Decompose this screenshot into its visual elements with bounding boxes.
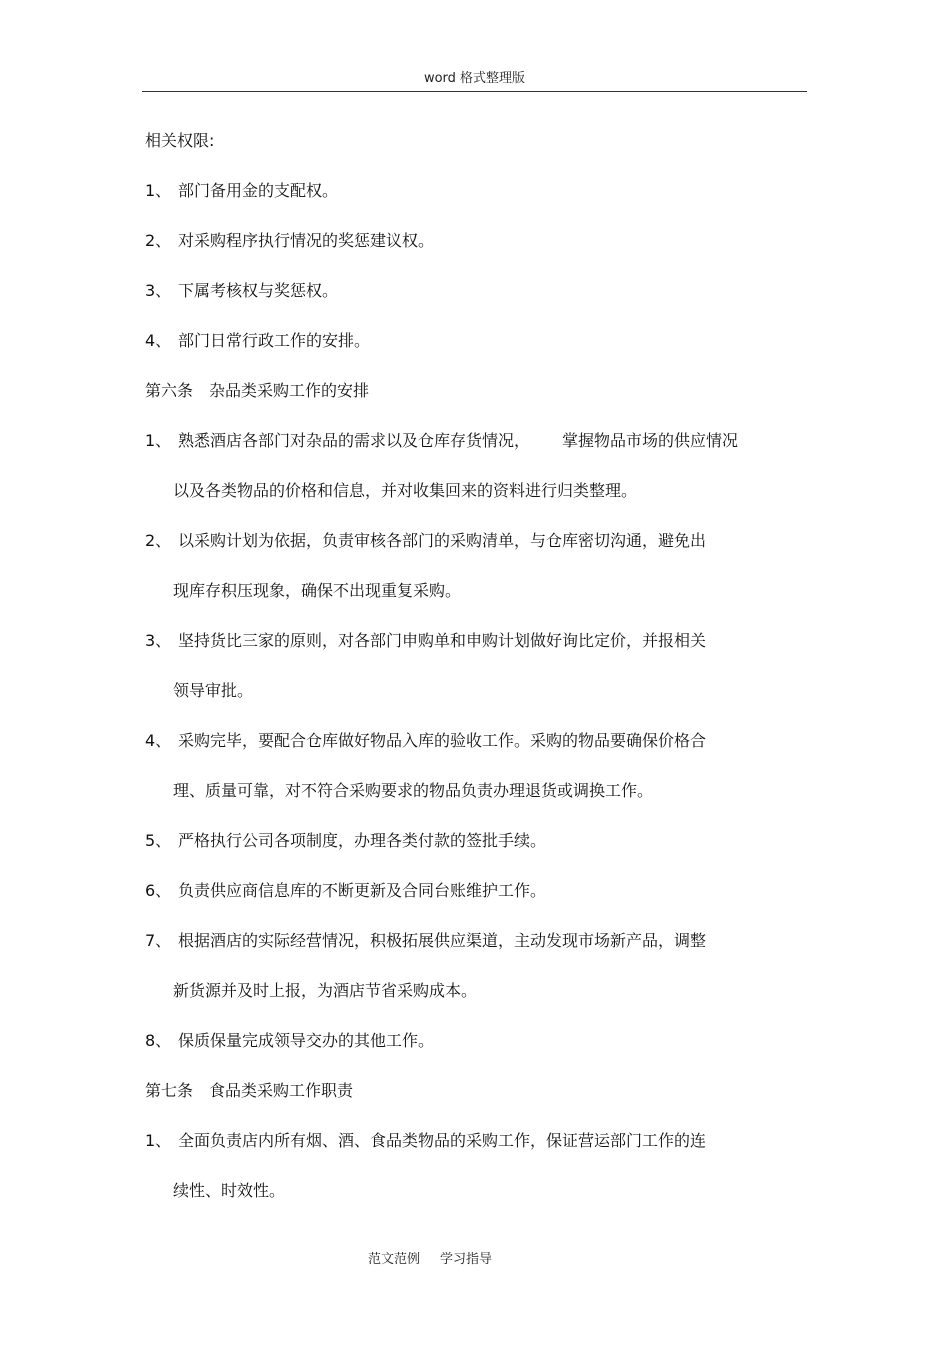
list-text: 全面负责店内所有烟、酒、食品类物品的采购工作，保证营运部门工作的连: [178, 1131, 707, 1150]
list-number: 7、: [145, 931, 172, 950]
list-item-continuation: 领导审批。: [173, 681, 254, 700]
list-item: [145, 431, 738, 451]
list-item: [145, 881, 546, 901]
list-text: 以采购计划为依据，负责审核各部门的采购清单，与仓库密切沟通，避免出: [178, 531, 707, 550]
list-number: 4、: [145, 731, 172, 750]
list-text: 采购完毕，要配合仓库做好物品入库的验收工作。采购的物品要确保价格合: [178, 731, 707, 750]
list-item: [145, 731, 706, 751]
page-footer: [0, 1251, 860, 1269]
header-title: word 格式整理版: [423, 71, 526, 86]
list-text: 对采购程序执行情况的奖惩建议权。: [178, 231, 435, 250]
list-number: 2、: [145, 531, 172, 550]
list-text: 坚持货比三家的原则，对各部门申购单和申购计划做好询比定价，并报相关: [178, 631, 707, 650]
list-text: 熟悉酒店各部门对杂品的需求以及仓库存货情况，: [178, 431, 531, 450]
list-item-continuation: 续性、时效性。: [173, 1181, 286, 1200]
list-item: [145, 231, 434, 251]
list-number: 8、: [145, 1031, 172, 1050]
article-title: 杂品类采购工作的安排: [209, 381, 370, 400]
article-number: 第六条: [145, 381, 194, 400]
list-text: 部门日常行政工作的安排。: [178, 331, 371, 350]
list-item: [145, 281, 338, 301]
section-heading: 相关权限:: [145, 131, 215, 150]
list-number: 5、: [145, 831, 172, 850]
list-text: 部门备用金的支配权。: [178, 181, 339, 200]
article-number: 第七条: [145, 1081, 194, 1100]
list-item: [145, 631, 706, 651]
list-item: [145, 181, 338, 201]
list-item: [145, 1131, 706, 1151]
footer-right-text: 学习指导: [440, 1252, 493, 1267]
list-number: 3、: [145, 631, 172, 650]
header-divider: [142, 91, 807, 92]
list-item-continuation: 理、质量可靠，对不符合采购要求的物品负责办理退货或调换工作。: [173, 781, 654, 800]
list-item-continuation: 以及各类物品的价格和信息，并对收集回来的资料进行归类整理。: [173, 481, 638, 500]
list-text: 负责供应商信息库的不断更新及合同台账维护工作。: [178, 881, 547, 900]
list-item-continuation: 新货源并及时上报，为酒店节省采购成本。: [173, 981, 478, 1000]
list-number: 2、: [145, 231, 172, 250]
list-item: [145, 331, 370, 351]
article-heading: [145, 1081, 353, 1101]
article-title: 食品类采购工作职责: [209, 1081, 354, 1100]
list-number: 6、: [145, 881, 172, 900]
article-heading: [145, 381, 369, 401]
footer-left-text: 范文范例: [367, 1252, 420, 1267]
list-text: 掌握物品市场的供应情况: [562, 431, 739, 450]
list-item: [145, 1031, 434, 1051]
list-text: 保质保量完成领导交办的其他工作。: [178, 1031, 435, 1050]
list-item: [145, 531, 706, 551]
list-number: 1、: [145, 181, 172, 200]
list-text: 严格执行公司各项制度，办理各类付款的签批手续。: [178, 831, 547, 850]
list-text: 下属考核权与奖惩权。: [178, 281, 339, 300]
list-item-continuation: 现库存积压现象，确保不出现重复采购。: [173, 581, 462, 600]
list-item: [145, 831, 546, 851]
list-number: 4、: [145, 331, 172, 350]
list-number: 3、: [145, 281, 172, 300]
list-number: 1、: [145, 431, 172, 450]
list-text: 根据酒店的实际经营情况，积极拓展供应渠道，主动发现市场新产品，调整: [178, 931, 707, 950]
list-item: [145, 931, 706, 951]
list-number: 1、: [145, 1131, 172, 1150]
